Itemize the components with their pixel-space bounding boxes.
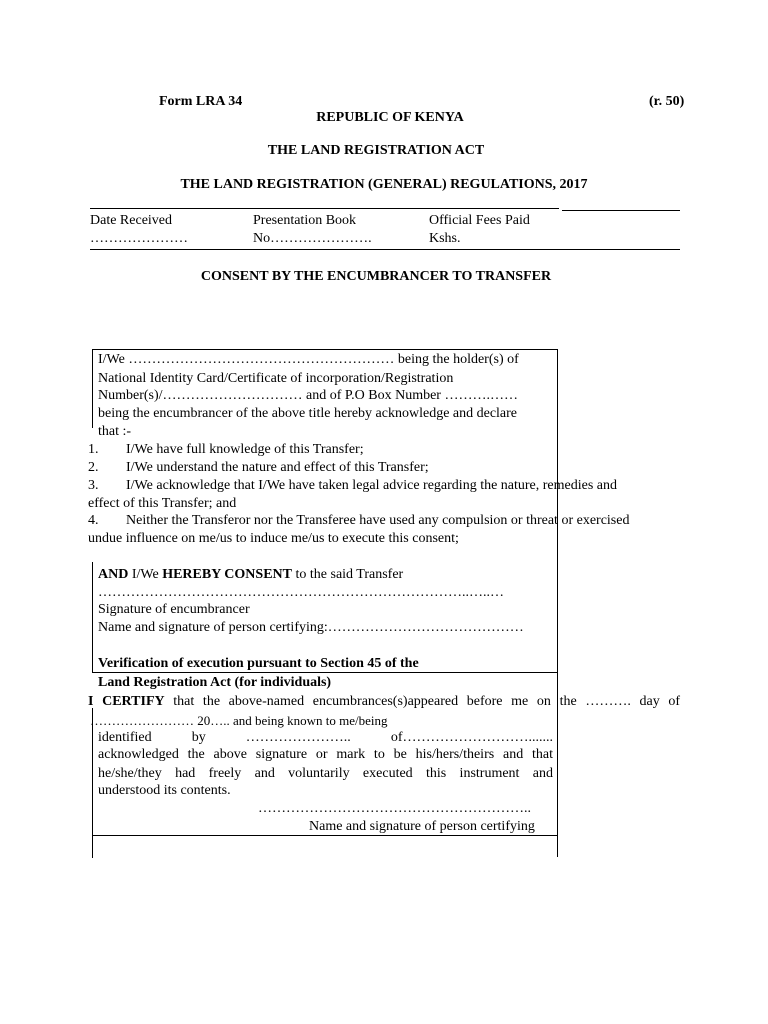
list-item-number: 3. bbox=[88, 478, 99, 493]
document-title: CONSENT BY THE ENCUMBRANCER TO TRANSFER bbox=[200, 269, 552, 284]
iwe-text: I/We bbox=[128, 567, 163, 582]
official-fees-label: Official Fees Paid bbox=[429, 213, 530, 228]
consent-statement bbox=[98, 567, 403, 583]
identity-line: National Identity Card/Certificate of incorporation/Registration bbox=[98, 371, 454, 386]
hereby-consent-keyword: HEREBY CONSENT bbox=[162, 567, 292, 582]
office-block-top-rule-right bbox=[562, 210, 680, 211]
certifier-signature-label: Name and signature of person certifying bbox=[309, 819, 535, 834]
official-fees-field[interactable]: Kshs. bbox=[429, 231, 461, 246]
form-box-right-border bbox=[557, 349, 558, 857]
and-keyword: AND bbox=[98, 567, 129, 582]
date-received-label: Date Received bbox=[90, 213, 173, 228]
office-block-bottom-rule bbox=[90, 249, 680, 250]
verification-heading: Verification of execution pursuant to Section 45 of the bbox=[98, 656, 419, 671]
certify-line-text: that the above-named encumbrances(s)appeared before me on the ………. day of bbox=[173, 694, 681, 709]
registration-number-line: Number(s)/………………………… and of P.O Box Number ……….…… bbox=[98, 388, 518, 403]
certify-i: I bbox=[88, 694, 94, 709]
form-box-bottom-border bbox=[92, 835, 558, 836]
regulations-heading: THE LAND REGISTRATION (GENERAL) REGULATIONS, 2017 bbox=[180, 177, 588, 192]
list-item: I/We understand the nature and effect of this Transfer; bbox=[126, 460, 429, 475]
understood-line: understood its contents. bbox=[98, 783, 231, 798]
act-heading: THE LAND REGISTRATION ACT bbox=[267, 143, 485, 158]
certifier-signature-field[interactable]: ………………………………………………….. bbox=[258, 801, 531, 816]
consent-rest-text: to the said Transfer bbox=[292, 567, 404, 582]
date-received-field[interactable]: ………………… bbox=[90, 231, 188, 246]
office-block-top-rule bbox=[90, 208, 559, 209]
republic-heading: REPUBLIC OF KENYA bbox=[316, 110, 464, 125]
certify-line bbox=[88, 694, 680, 710]
holder-line: I/We ………………………………………………… being the holder(s) of bbox=[98, 352, 519, 367]
certifying-person-field[interactable]: Name and signature of person certifying:…………………………………… bbox=[98, 620, 524, 635]
list-item-number: 2. bbox=[88, 460, 99, 475]
list-item-number: 4. bbox=[88, 513, 99, 528]
list-item: Neither the Transferor nor the Transferee have used any compulsion or threat or exercised bbox=[126, 513, 630, 528]
rule-reference: (r. 50) bbox=[649, 94, 685, 109]
presentation-book-field[interactable]: No…………………. bbox=[253, 231, 372, 246]
form-box-left-border bbox=[92, 562, 93, 672]
encumbrancer-line: being the encumbrancer of the above title hereby acknowledge and declare bbox=[98, 406, 518, 421]
encumbrancer-signature-field[interactable]: ……………………………………………………………………..…..… bbox=[98, 585, 504, 600]
form-number: Form LRA 34 bbox=[159, 94, 243, 109]
list-item-number: 1. bbox=[88, 442, 99, 457]
presentation-book-label: Presentation Book bbox=[253, 213, 357, 228]
acknowledged-line: acknowledged the above signature or mark to be his/hers/theirs and that bbox=[98, 747, 553, 762]
executed-line: he/she/they had freely and voluntarily executed this instrument and bbox=[98, 766, 553, 781]
list-item: I/We have full knowledge of this Transfer; bbox=[126, 442, 364, 457]
form-box-top-border bbox=[92, 349, 558, 350]
that-line: that :- bbox=[98, 424, 132, 439]
certify-date-line: …………………… 20….. and being known to me/being bbox=[90, 713, 388, 728]
encumbrancer-signature-label: Signature of encumbrancer bbox=[98, 602, 250, 617]
list-item-continuation: undue influence on me/us to induce me/us to execute this consent; bbox=[88, 531, 459, 546]
form-box-left-border bbox=[92, 349, 93, 428]
certify-keyword: CERTIFY bbox=[102, 694, 165, 709]
verification-divider bbox=[92, 672, 558, 673]
verification-subheading: Land Registration Act (for individuals) bbox=[98, 675, 332, 690]
list-item: I/We acknowledge that I/We have taken legal advice regarding the nature, remedies and bbox=[126, 478, 618, 493]
identified-by-line: identified by ………………….. of………………………....... bbox=[98, 730, 553, 745]
list-item-continuation: effect of this Transfer; and bbox=[88, 496, 237, 511]
